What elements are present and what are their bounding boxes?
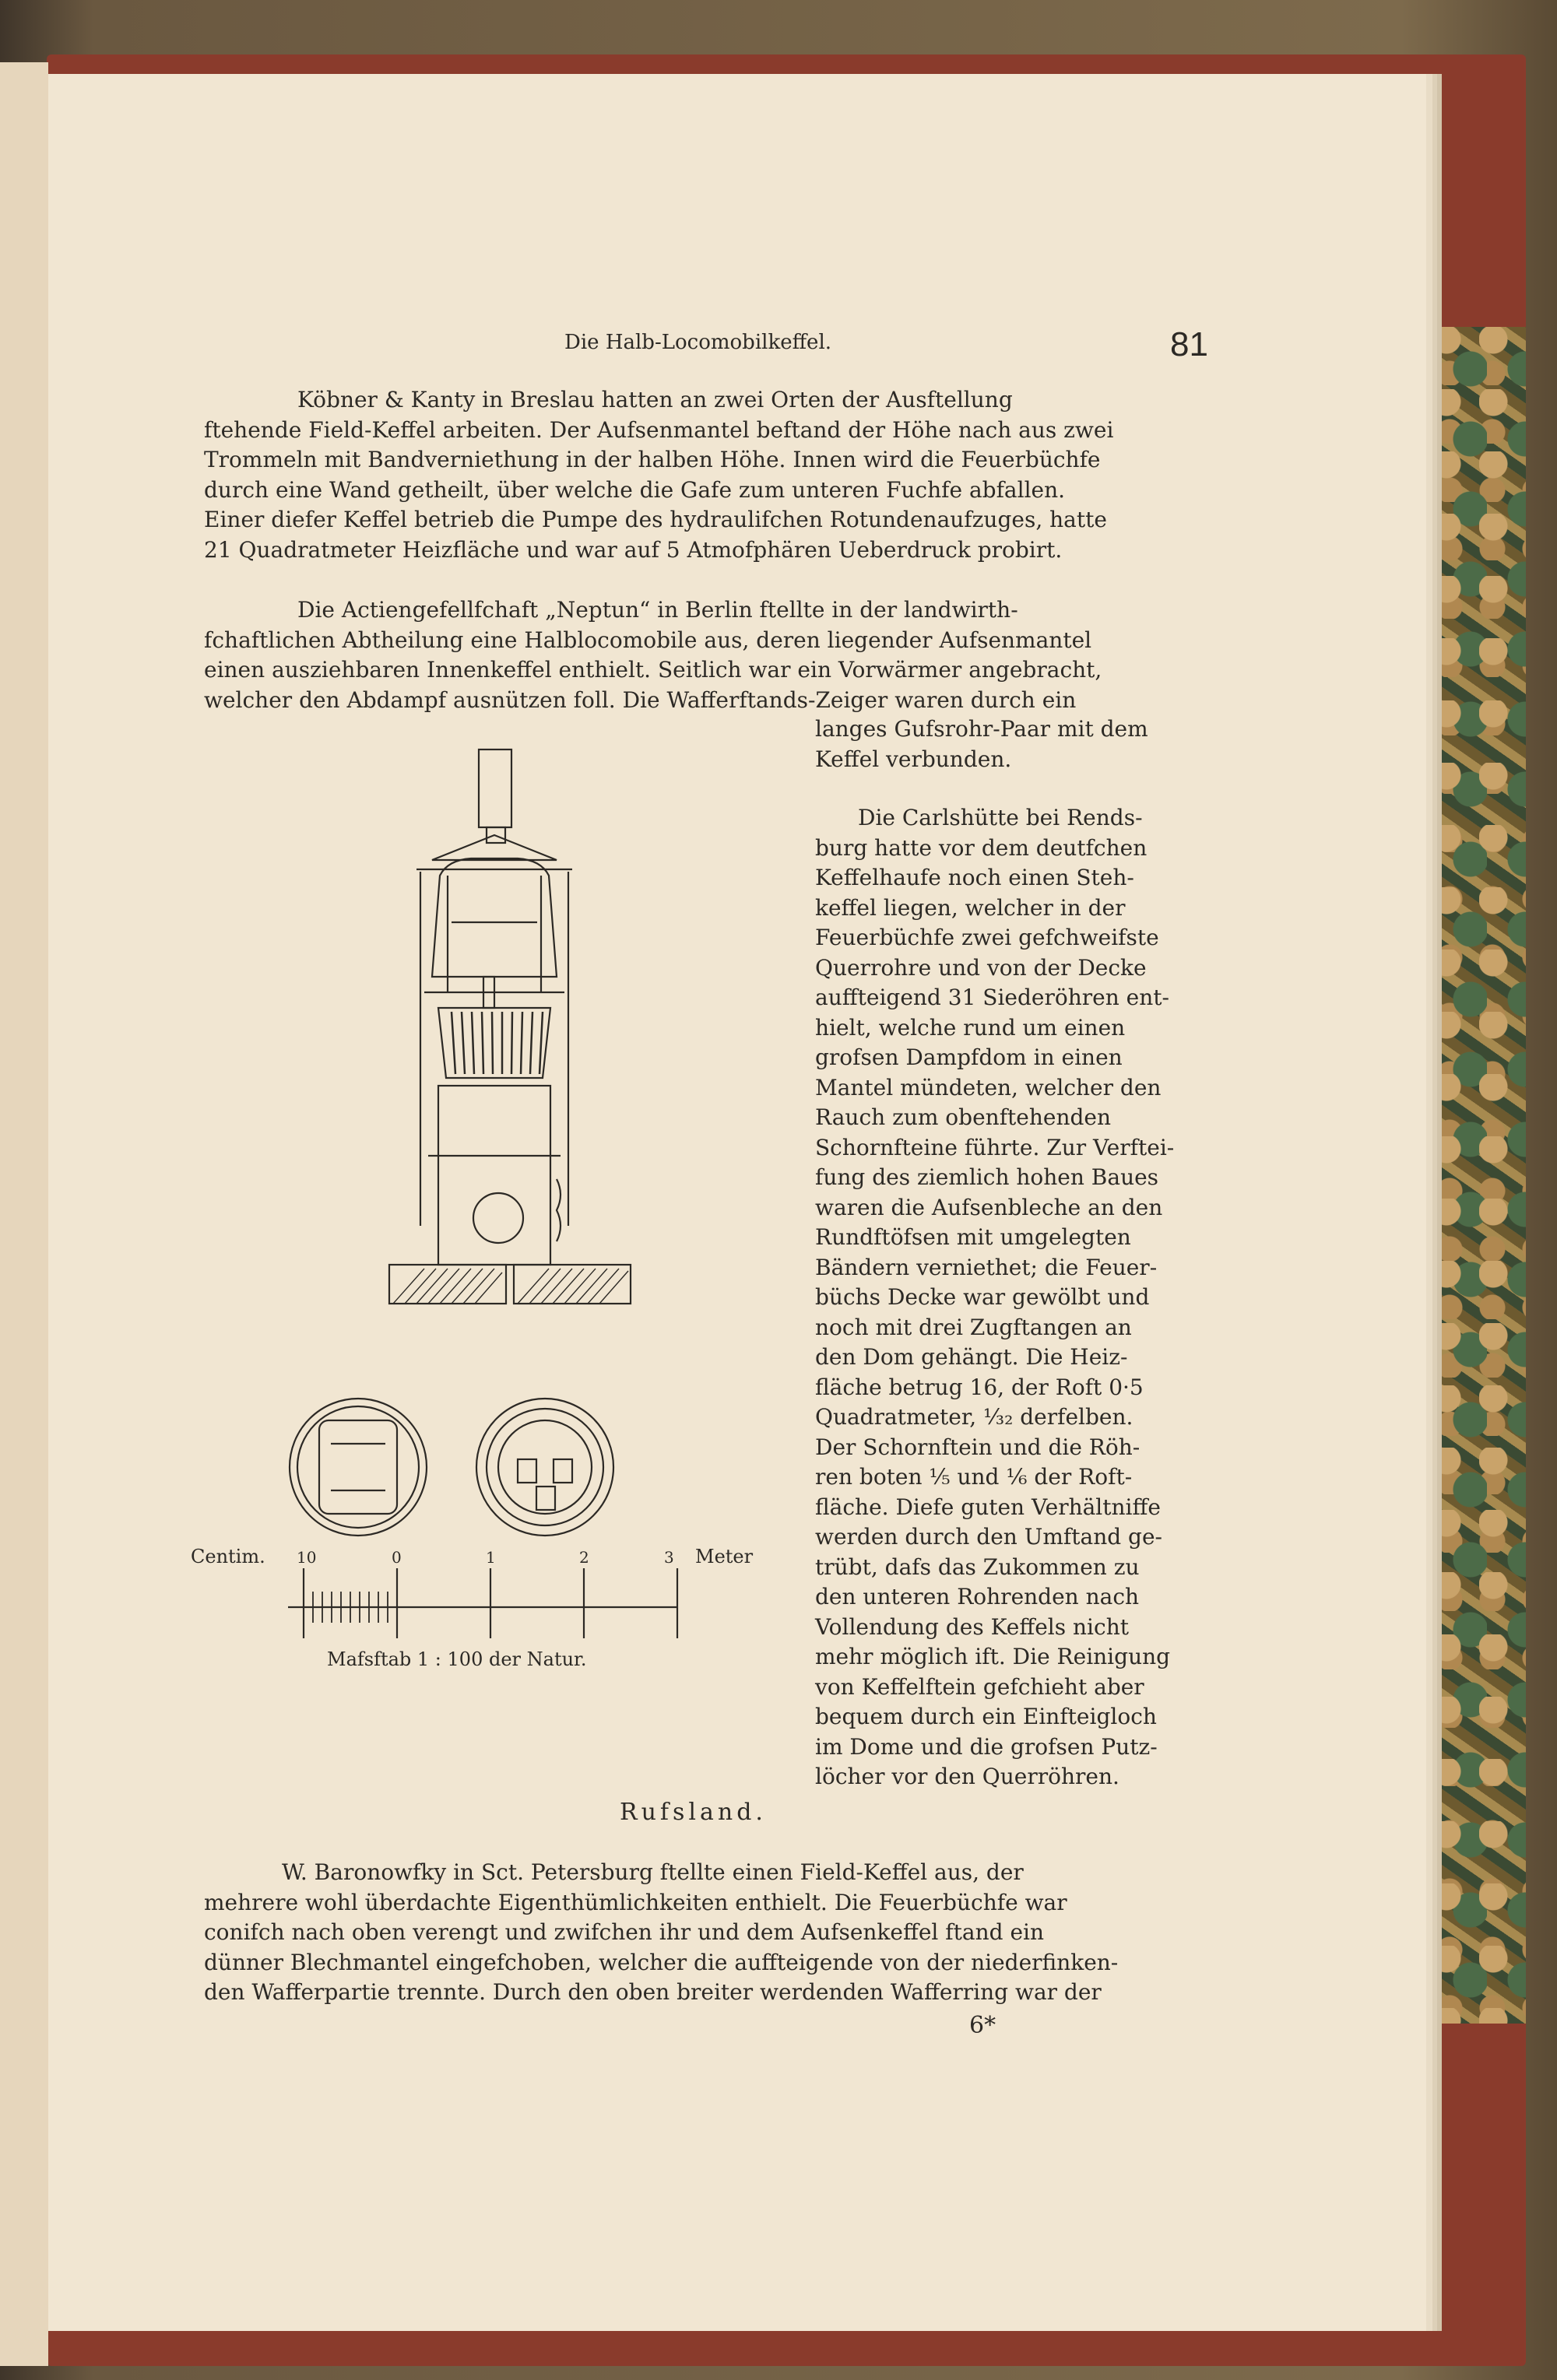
page-number: 81 (1170, 325, 1208, 363)
text-line: Die Carlshütte bei Rends- (858, 805, 1143, 830)
scale-left-label: Centim. (191, 1546, 265, 1567)
scale-caption: Mafsftab 1 : 100 der Natur. (327, 1648, 587, 1670)
text-line: Feuerbüchfe zwei gefchweifste (815, 925, 1159, 950)
text-line: den Wafferpartie trennte. Durch den oben breiter werdenden Wafferring war der (204, 1979, 1102, 2005)
text-line: ftehende Field-Keffel arbeiten. Der Aufsenmantel beftand der Höhe nach aus zwei (204, 416, 1114, 443)
text-line: mehr möglich ift. Die Reinigung (815, 1644, 1171, 1669)
text-line: auffteigend 31 Siederöhren ent- (815, 985, 1169, 1010)
plan-view-right (476, 1399, 613, 1536)
text-line: von Keffelftein gefchieht aber (815, 1673, 1144, 1700)
text-line: im Dome und die grofsen Putz- (815, 1733, 1158, 1760)
text-line: conifch nach oben verengt und zwifchen ihr und dem Aufsenkeffel ftand ein (204, 1919, 1045, 1945)
text-line: einen ausziehbaren Innenkeffel enthielt. Seitlich war ein Vorwärmer angebracht, (204, 657, 1102, 683)
paragraph-carlshuette (815, 803, 1174, 1792)
text-line: waren die Aufsenbleche an den (815, 1194, 1163, 1220)
text-line: durch eine Wand getheilt, über welche die Gafe zum unteren Fuchfe abfallen. (204, 476, 1066, 503)
firedoor (473, 1193, 523, 1243)
text-line: werden durch den Umftand ge- (815, 1524, 1163, 1550)
text-line: Einer diefer Keffel betrieb die Pumpe des hydraulifchen Rotundenaufzuges, hatte (204, 507, 1107, 532)
text-line: grofsen Dampfdom in einen (815, 1044, 1123, 1070)
text-line: Keffelhaufe noch einen Steh- (815, 865, 1134, 890)
text-line: hielt, welche rund um einen (815, 1014, 1126, 1041)
text-line: fung des ziemlich hohen Baues (815, 1164, 1159, 1190)
paragraph-koebner (204, 385, 1113, 565)
scale-tick-label: 2 (579, 1548, 589, 1567)
text-line: keffel liegen, welcher in der (815, 894, 1126, 921)
firebox (438, 1086, 550, 1265)
text-line: fchaftlichen Abtheilung eine Halblocomobile aus, deren liegender Aufsenmantel (204, 627, 1092, 653)
text-line: trübt, dafs das Zukommen zu (815, 1553, 1140, 1580)
text-line: burg hatte vor dem deutfchen (815, 834, 1148, 861)
signature-mark: 6* (969, 2012, 996, 2039)
scale-tick-label: 1 (486, 1548, 496, 1567)
text-line: Querrohre und von der Decke (815, 954, 1147, 981)
marbled-edge (1432, 327, 1526, 2024)
text-line: Bändern verniethet; die Feuer- (815, 1254, 1158, 1280)
text-line: Vollendung des Keffels nicht (815, 1613, 1129, 1640)
text-line: löcher vor den Querröhren. (815, 1764, 1119, 1789)
section-heading: Rufsland. (620, 1799, 767, 1826)
running-header: Die Halb-Locomobilkeffel. (564, 331, 832, 354)
text-line: Rundftöfsen mit umgelegten (815, 1224, 1131, 1250)
text-line: Quadratmeter, ¹⁄₃₂ derfelben. (815, 1404, 1133, 1430)
tube-bank (452, 1012, 543, 1074)
text-line: dünner Blechmantel eingefchoben, welcher die auffteigende von der niederfinken- (204, 1949, 1119, 1975)
left-page-edge (0, 62, 48, 2366)
paragraph-baronowsky (204, 1858, 1118, 2008)
text-line: Mantel mündeten, welcher den (815, 1074, 1162, 1100)
text-line: Schornfteine führte. Zur Verftei- (815, 1134, 1175, 1160)
text-line: langes Gufsrohr-Paar mit dem (815, 716, 1148, 742)
text-line: Köbner & Kanty in Breslau hatten an zwei Orten der Ausftellung (297, 387, 1013, 412)
text-line: den Dom gehängt. Die Heiz- (815, 1344, 1128, 1370)
text-line: Keffel verbunden. (815, 746, 1012, 772)
text-line: W. Baronowfky in Sct. Petersburg ftellte einen Field-Keffel aus, der (282, 1859, 1024, 1885)
text-line: welcher den Abdampf ausnützen foll. Die Wafferftands-Zeiger waren durch ein (204, 686, 1077, 713)
boiler-figure (191, 743, 754, 1747)
text-line: Rauch zum obenftehenden (815, 1104, 1112, 1130)
text-line: fläche. Diefe guten Verhältniffe (815, 1494, 1161, 1520)
text-line: noch mit drei Zugftangen an (815, 1314, 1132, 1340)
plan-view-left (290, 1399, 427, 1536)
text-line: 21 Quadratmeter Heizfläche und war auf 5 Atmofphären Ueberdruck probirt. (204, 536, 1063, 563)
text-line: den unteren Rohrenden nach (815, 1584, 1140, 1609)
paragraph-neptun (204, 595, 1102, 715)
text-line: fläche betrug 16, der Roft 0·5 (815, 1374, 1144, 1400)
text-line: büchs Decke war gewölbt und (815, 1284, 1150, 1310)
scale-unit-label: Meter (695, 1546, 754, 1567)
text-line: Trommeln mit Bandverniethung in der halben Höhe. Innen wird die Feuerbüchfe (204, 447, 1101, 472)
text-line: Die Actiengefellfchaft „Neptun“ in Berlin ftellte in der landwirth- (297, 597, 1018, 623)
text-line: bequem durch ein Einfteigloch (815, 1704, 1157, 1729)
scale-tick-label: 10 (297, 1548, 317, 1567)
paragraph-neptun-continued (815, 714, 1148, 774)
text-line: ren boten ¹⁄₅ und ¹⁄₆ der Roft- (815, 1464, 1133, 1490)
scale-tick-label: 0 (392, 1548, 402, 1567)
scale-tick-label: 3 (664, 1548, 674, 1567)
chimney (479, 749, 511, 827)
text-line: Der Schornftein und die Röh- (815, 1434, 1141, 1460)
text-line: mehrere wohl überdachte Eigenthümlichkeiten enthielt. Die Feuerbüchfe war (204, 1889, 1067, 1915)
